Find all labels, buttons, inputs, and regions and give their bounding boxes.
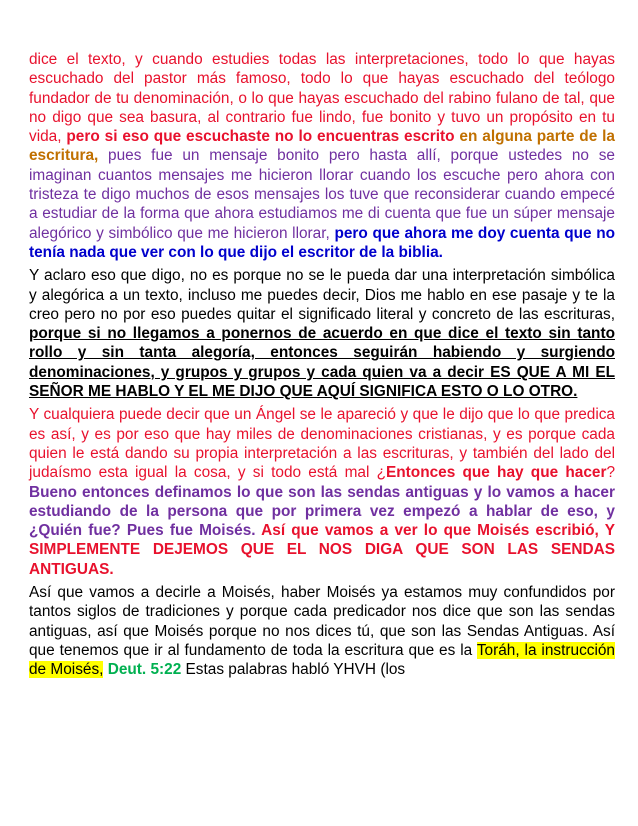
paragraph-1 (29, 50, 615, 262)
emphasis-que-hacer: Entonces que hay que hacer (386, 464, 607, 482)
paragraph-1-text: dice el texto, y cuando estudies todas las interpretaciones, todo lo que hayas escuchado del pastor más famoso, todo lo que hayas escuchado del teólogo fundador de tu denominación, o lo que hayas escuchado del rabino fulano de tal, que no digo que sea basura, al contrario fue lindo, fue bonito y tuvo un propósito en tu vida, (29, 51, 615, 146)
emphasis-sendas: Bueno entonces definamos lo que son las sendas antiguas y lo vamos a hacer estudiando de la persona que por primera vez empezó a hablar de eso, y ¿Quién fue? Pues fue Moisés. (29, 483, 615, 540)
emphasis-moises: Así que vamos a ver lo que Moisés escribió, Y SIMPLEMENTE DEJEMOS QUE EL NOS DIGA QUE SON LAS SENDAS ANTIGUAS. (29, 522, 615, 578)
scripture-reference: Deut. 5:22 (107, 661, 182, 679)
emphasis-escrito: pero si eso que escuchaste no lo encuentras escrito (66, 128, 455, 146)
emphasis-escritura: en alguna parte de la escritura, (29, 128, 615, 165)
document-page (29, 50, 615, 684)
question-mark: ? (606, 464, 615, 482)
highlight-torah: Toráh, la instrucción de Moisés, (29, 641, 615, 679)
paragraph-4-ending: Estas palabras habló YHVH (los (181, 661, 406, 679)
paragraph-2 (29, 266, 615, 401)
paragraph-3 (29, 405, 615, 579)
emphasis-acuerdo: porque si no llegamos a ponernos de acuerdo en que dice el texto sin tanto rollo y sin tanta alegoría, entonces seguirán habiendo y surgiendo denominaciones, y grupos y grupos y cada quien va a decir ES QUE A MI EL SEÑOR ME HABLO Y EL ME DIJO QUE AQUÍ SIGNIFICA ESTO O LO OTRO. (29, 325, 615, 401)
paragraph-1-continuation: pues fue un mensaje bonito pero hasta allí, porque ustedes no se imaginan cuantos mensajes me hicieron llorar cuando los escuche pero ahora con tristeza te digo muchos de esos mensajes los tuve que reconsiderar cuando empecé a estudiar de la forma que ahora estudiamos me di cuenta que fue un súper mensaje alegórico y simbólico que me hicieron llorar, (29, 147, 615, 242)
paragraph-3-text: Y cualquiera puede decir que un Ángel se le apareció y que le dijo que lo que predica es así, y es por eso que hay miles de denominaciones cristianas, y es porque cada quien le está dando su propia interpretación a las escrituras, y también del lado del judaísmo esta igual la cosa, y si todo está mal ¿ (29, 406, 615, 482)
emphasis-biblia: pero que ahora me doy cuenta que no tenía nada que ver con lo que dijo el escritor de la biblia. (29, 224, 616, 261)
paragraph-4 (29, 583, 615, 679)
paragraph-4-text: Así que vamos a decirle a Moisés, haber Moisés ya estamos muy confundidos por tantos siglos de tradiciones y porque cada predicador nos dice que son las sendas antiguas, así que Moisés porque no nos dices tú, que son las Sendas Antiguas. Así que tenemos que ir al fundamento de toda la escritura que es la (29, 584, 615, 659)
paragraph-2-text: Y aclaro eso que digo, no es porque no se le pueda dar una interpretación simbólica y alegórica a un texto, incluso me puedes decir, Dios me hablo en ese pasaje y te la creo pero no por eso puedes quitar el significado literal y concreto de las escrituras, (29, 267, 615, 323)
